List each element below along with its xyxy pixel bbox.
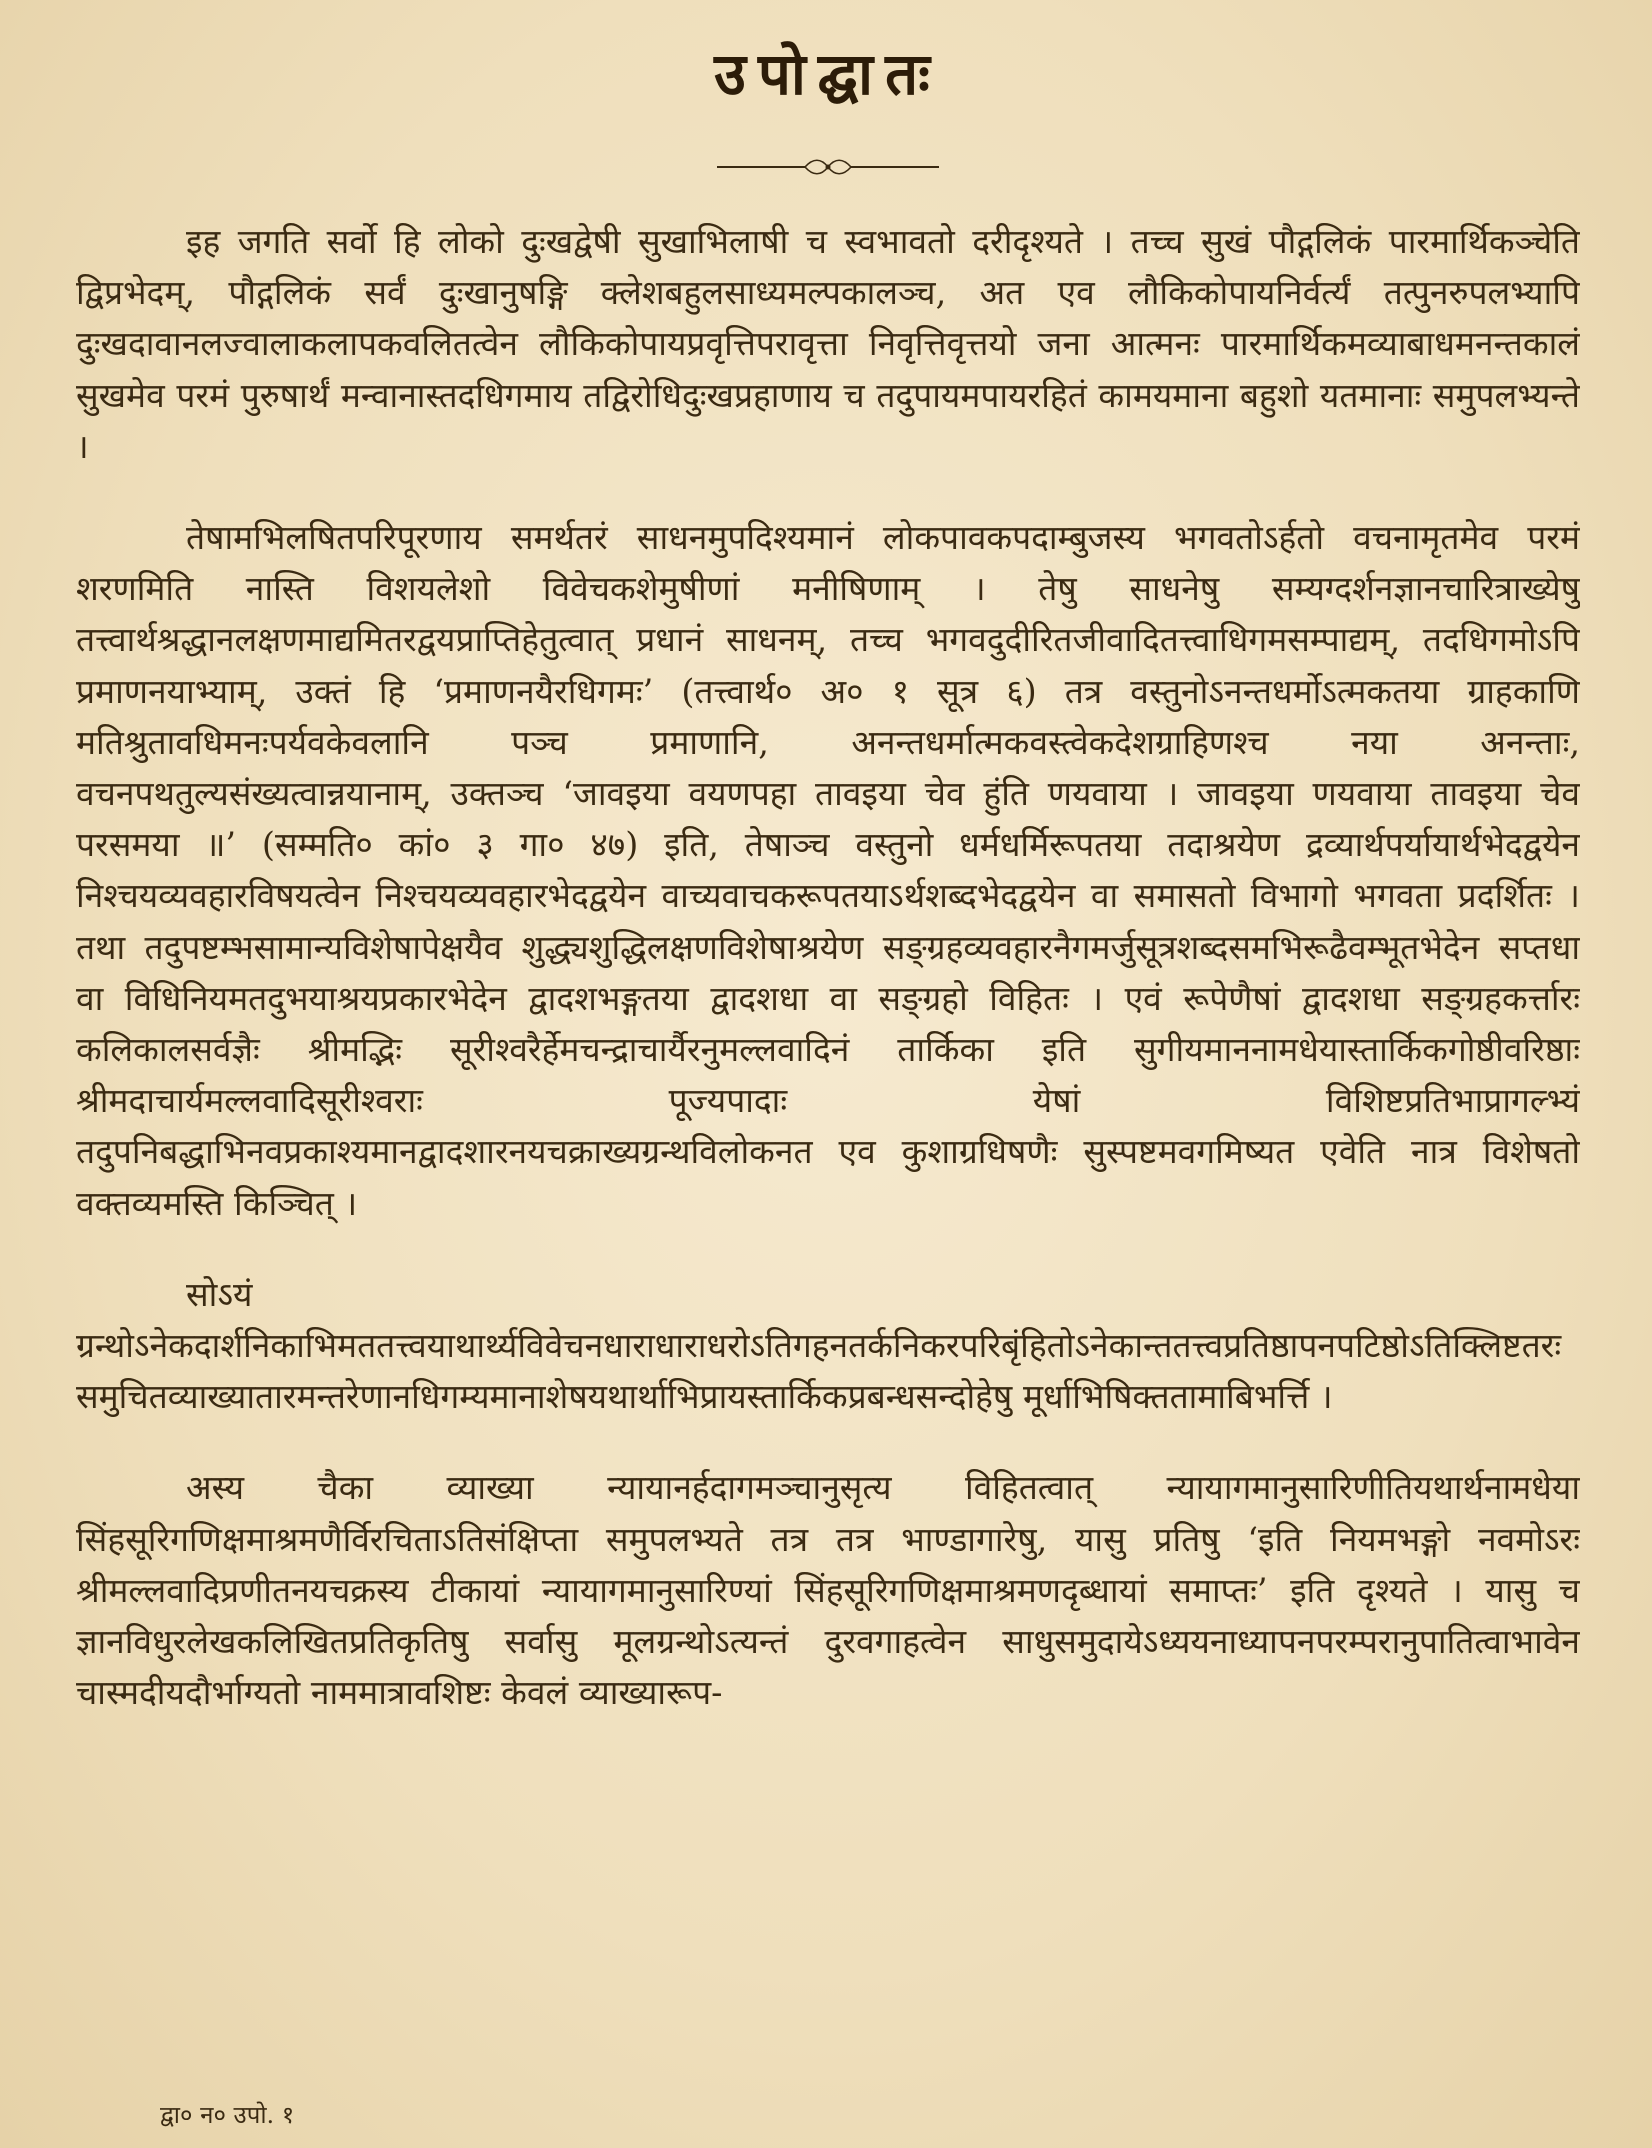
paragraph-2: तेषामभिलषितपरिपूरणाय समर्थतरं साधनमुपदिश्यमानं लोकपावकपदाम्बुजस्य भगवतोऽर्हतो वचनामृतमेव परमं शरणमिति नास्ति विशयलेशो विवेचकशेमुषीणां मनीषिणाम् । तेषु साधनेषु सम्यग्दर्शनज्ञानचारित्राख्येषु तत्त्वार्थश्रद्धानलक्षणमाद्यमितरद्वयप्राप्तिहेतुत्वात् प्रधानं साधनम्, तच्च भगवदुदीरितजीवादितत्त्वाधिगमसम्पाद्यम्, तदधिगमोऽपि प्रमाणनयाभ्याम्, उक्तं हि ‘प्रमाणनयैरधिगमः’ (तत्त्वार्थ० अ० १ सूत्र ६) तत्र वस्तुनोऽनन्तधर्मोऽत्मकतया ग्राहकाणि मतिश्रुतावधिमनःपर्यवकेवलानि पञ्च प्रमाणानि, अनन्तधर्मात्मकवस्त्वेकदेशग्राहिणश्च नया अनन्ताः, वचनपथतुल्यसंख्यत्वान्नयानाम्, उक्तञ्च ‘जावइया वयणपहा तावइया चेव हुंति णयवाया । जावइया णयवाया तावइया चेव परसमया ॥’ (सम्मति० कां० ३ गा० ४७) इति, तेषाञ्च वस्तुनो धर्मधर्मिरूपतया तदाश्रयेण द्रव्यार्थपर्यायार्थभेदद्वयेन निश्चयव्यवहारविषयत्वेन निश्चयव्यवहारभेदद्वयेन वाच्यवाचकरूपतयाऽर्थशब्दभेदद्वयेन वा समासतो विभागो भगवता प्रदर्शितः । तथा तदुपष्टम्भसामान्यविशेषापेक्षयैव शुद्ध्यशुद्धिलक्षणविशेषाश्रयेण सङ्ग्रहव्यवहारनैगमर्जुसूत्रशब्दसमभिरूढैवम्भूतभेदेन सप्तधा वा विधिनियमतदुभयाश्रयप्रकारभेदेन द्वादशभङ्गतया द्वादशधा वा सङ्ग्रहो विहितः । एवं रूपेणैषां द्वादशधा सङ्ग्रहकर्त्तारः कलिकालसर्वज्ञैः श्रीमद्भिः सूरीश्वरैर्हेमचन्द्राचार्यैरनुमल्लवादिनं तार्किका इति सुगीयमाननामधेयास्तार्किकगोष्ठीवरिष्ठाः श्रीमदाचार्यमल्लवादिसूरीश्वराः पूज्यपादाः येषां विशिष्टप्रतिभाप्रागल्भ्यं तदुपनिबद्धाभिनवप्रकाश्यमानद्वादशारनयचक्राख्यग्रन्थविलोकनत एव कुशाग्रधिषणैः सुस्पष्टमवगमिष्यत एवेति नात्र विशेषतो वक्तव्यमस्ति किञ्चित् । [76,518,1580,1223]
paragraph-1: इह जगति सर्वो हि लोको दुःखद्वेषी सुखाभिलाषी च स्वभावतो दरीदृश्यते । तच्च सुखं पौद्गलिकं पारमार्थिकञ्चेति द्विप्रभेदम्, पौद्गलिकं सर्वं दुःखानुषङ्गि क्लेशबहुलसाध्यमल्पकालञ्च, अत एव लौकिकोपायनिर्वर्त्यं तत्पुनरुपलभ्यापि दुःखदावानलज्वालाकलापकवलितत्वेन लौकिकोपायप्रवृत्तिपरावृत्ता निवृत्तिवृत्तयो जना आत्मनः पारमार्थिकमव्याबाधमनन्तकालं सुखमेव परमं पुरुषार्थं मन्वानास्तदधिगमाय तद्विरोधिदुःखप्रहाणाय च तदुपायमपायरहितं कामयमाना बहुशो यतमानाः समुपलभ्यन्ते । [76,222,1580,466]
page-title: उपोद्घातः [714,40,942,108]
body-text [76,216,1580,1718]
paragraph-3: सोऽयं ग्रन्थोऽनेकदार्शनिकाभिमततत्त्वयाथार्थ्यविवेचनधाराधाराधरोऽतिगहनतर्कनिकरपरिबृंहितोऽनेकान्ततत्त्वप्रतिष्ठापनपटिष्ठोऽतिक्लिष्टतरः समुचितव्याख्यातारमन्तरेणानधिगम्यमानाशेषयथार्थाभिप्रायस्तार्किकप्रबन्धसन्दोहेषु मूर्धाभिषिक्ततामाबिभर्त्ति । [76,1274,1562,1417]
paragraph-4: अस्य चैका व्याख्या न्यायानर्हदागमञ्चानुसृत्य विहितत्वात् न्यायागमानुसारिणीतियथार्थनामधेया सिंहसूरिगणिक्षमाश्रमणैर्विरचिताऽतिसंक्षिप्ता समुपलभ्यते तत्र तत्र भाण्डागारेषु, यासु प्रतिषु ‘इति नियमभङ्गो नवमोऽरः श्रीमल्लवादिप्रणीतनयचक्रस्य टीकायां न्यायागमानुसारिण्यां सिंहसूरिगणिक्षमाश्रमणदृब्धायां समाप्तः’ इति दृश्यते । यासु च ज्ञानविधुरलेखकलिखितप्रतिकृतिषु सर्वासु मूलग्रन्थोऽत्यन्तं दुरवगाहत्वेन साधुसमुदायेऽध्ययनाध्यापनपरम्परानुपातित्वाभावेन चास्मदीयदौर्भाग्यतो नाममात्रावशिष्टः केवलं व्याख्यारूप- [76,1468,1580,1713]
page-footer-signature: द्वा० न० उपो. १ [160,2101,295,2129]
ornament-divider [713,154,943,180]
